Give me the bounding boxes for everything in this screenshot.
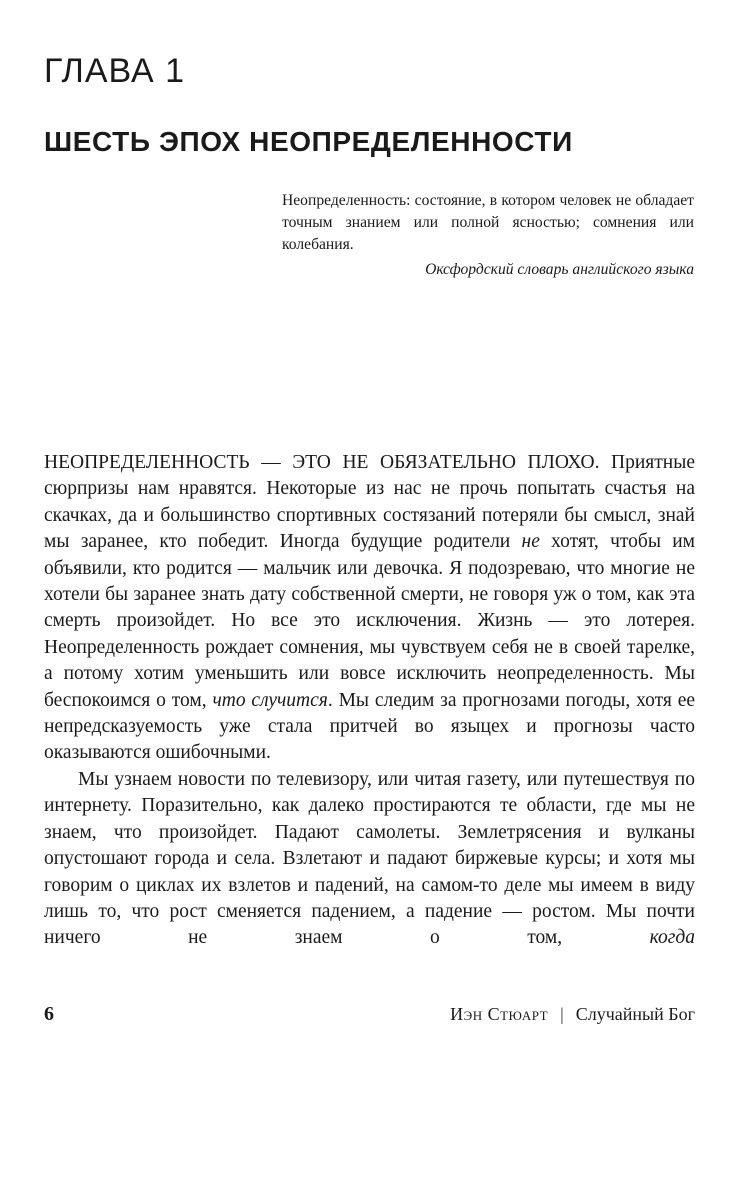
paragraph-2 [44,767,695,952]
paragraph-2-part-1: Мы узнаем новости по телевизору, или читая газету, или путешествуя по интернету. Поразительно, как далеко простираются те области, где мы не знаем, что произойдет. Падают самолеты. Землетрясения и вулканы опустошают города и села. Взлетают и падают биржевые курсы; и хотя мы говорим о циклах их взлетов и падений, на самом-то деле мы имеем в виду лишь то, что рост сменяется падением, а падение — ростом. Мы почти ничего не знаем о том, [44,768,695,949]
chapter-title: ШЕСТЬ ЭПОХ НЕОПРЕДЕЛЕННОСТИ [44,126,573,157]
paragraph-1-part-2: хотят, чтобы им объявили, кто родится — мальчик или девочка. Я подозреваю, что многие не хотели бы заранее знать дату собственной смерти, не говоря уж о том, как эта смерть произойдет. Но все это исключения. Жизнь — это лотерея. Неопределенность рождает сомнения, мы чувствуем себя не в своей тарелке, а потому хотим уменьшить или вовсе исключить неопределенность. Мы беспокоимся о том, [44,531,695,711]
page-footer [44,1003,695,1029]
paragraph-1-part-1: НЕОПРЕДЕЛЕННОСТЬ — ЭТО НЕ ОБЯЗАТЕЛЬНО ПЛОХО. Приятные сюрпризы нам нравятся. Некоторые из нас не прочь попытать счастья на скачках, да и большинство спортивных состязаний потеряли бы смысл, знай мы заранее, кто победит. Иногда будущие родители [44,452,695,553]
paragraph-1-emphasis-1: не [521,531,540,553]
paragraph-1-part-3: . Мы следим за прогнозами погоды, хотя ее непредсказуемость уже стала притчей во языцех и прогнозы часто оказываются ошибочными. [44,689,696,764]
running-head-author: Иэн Стюарт [450,1004,549,1024]
epigraph [282,190,694,281]
paragraph-1 [44,450,695,767]
page-number: 6 [44,1003,54,1025]
paragraph-2-emphasis-1: когда [649,927,695,949]
chapter-label: ГЛАВА 1 [44,52,186,90]
epigraph-source: Оксфордский словарь английского языка [425,261,694,278]
running-head-separator: | [560,1004,564,1024]
running-head-book-title: Случайный Бог [575,1004,695,1024]
body-text [44,450,695,952]
running-head [450,1004,695,1025]
paragraph-1-emphasis-2: что случится [212,689,328,711]
epigraph-text: Неопределенность: состояние, в котором человек не обладает точным знанием или полной ясностью; сомнения или колебания. [282,192,694,253]
